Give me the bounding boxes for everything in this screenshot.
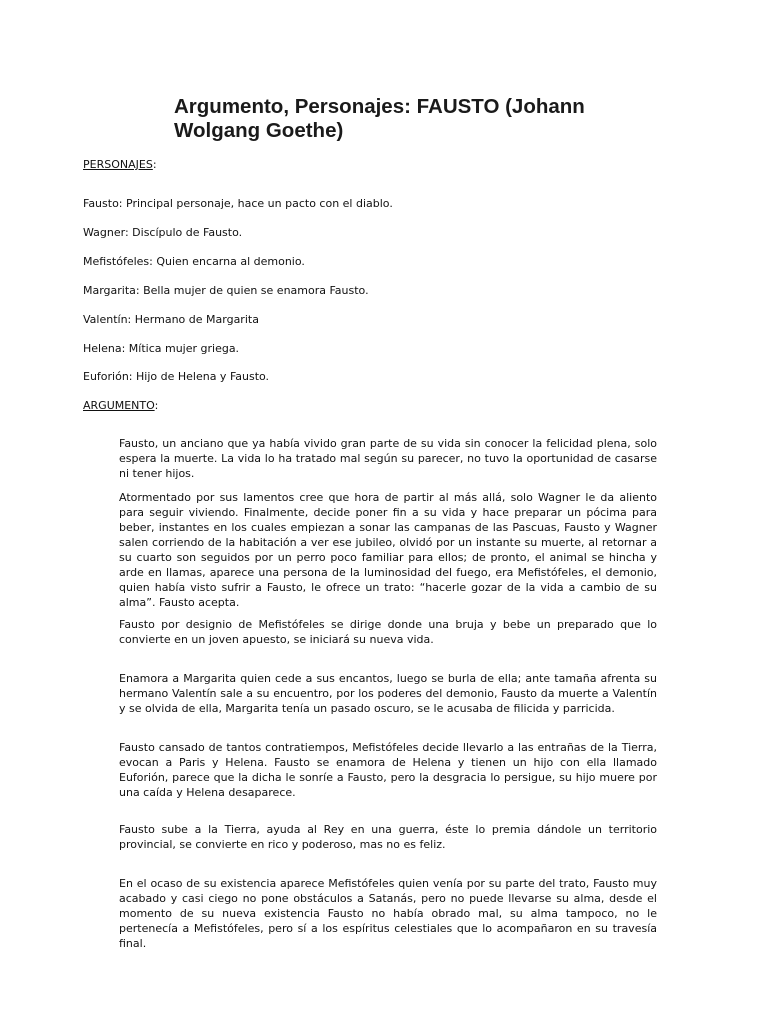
character-valentin: Valentín: Hermano de Margarita <box>83 313 259 326</box>
argumento-heading-text: ARGUMENTO <box>83 399 155 412</box>
argumento-paragraph: Fausto sube a la Tierra, ayuda al Rey en una guerra, éste lo premia dándole un territorio provincial, se convierte en rico y poderoso, mas no es feliz. <box>119 823 657 851</box>
character-euforion: Euforión: Hijo de Helena y Fausto. <box>83 370 270 383</box>
character-helena: Helena: Mítica mujer griega. <box>83 342 240 355</box>
character-wagner: Wagner: Discípulo de Fausto. <box>83 226 243 239</box>
personajes-heading-text: PERSONAJES <box>83 158 153 171</box>
argumento-heading <box>83 399 158 413</box>
argumento-paragraph: Fausto cansado de tantos contratiempos, Mefistófeles decide llevarlo a las entrañas de la Tierra, evocan a Paris y Helena. Fausto se enamora de Helena y tienen un hijo con ella llamado Euforión, parece que la dicha le sonríe a Fausto, pero la desgracia lo persigue, su hijo muere por una caída y Helena desaparece. <box>119 741 657 799</box>
argumento-paragraph: Fausto por designio de Mefistófeles se dirige donde una bruja y bebe un preparado que lo convierte en un joven apuesto, se iniciará su nueva vida. <box>119 618 657 646</box>
argumento-heading-colon: : <box>154 399 159 412</box>
personajes-heading-colon: : <box>152 158 157 171</box>
argumento-paragraph: Atormentado por sus lamentos cree que hora de partir al más allá, solo Wagner le da aliento para seguir viviendo. Finalmente, decide poner fin a su vida y hace preparar un pócima para beber, instantes en los cuales empiezan a sonar las campanas de las Pascuas, Fausto y Wagner salen corriendo de la habitación a ver ese jubileo, olvidó por un instante su muerte, al retornar a su cuarto son seguidos por un perro poco familiar para ellos; de pronto, el animal se hincha y arde en llamas, aparece una persona de la luminosidad del fuego, era Mefistófeles, el demonio, quien había visto sufrir a Fausto, le ofrece un trato: “hacerle gozar de la vida a cambio de su alma”. Fausto acepta. <box>119 491 657 609</box>
character-margarita: Margarita: Bella mujer de quien se enamora Fausto. <box>83 284 369 297</box>
argumento-paragraph: En el ocaso de su existencia aparece Mefistófeles quien venía por su parte del trato, Fausto muy acabado y casi ciego no pone obstáculos a Satanás, pero no puede llevarse su alma, desde el momento de su nueva existencia Fausto no había obrado mal, su alma tampoco, no le pertenecía a Mefistófeles, pero sí a los espíritus celestiales que lo acompañaron en su travesía final. <box>119 877 657 950</box>
argumento-paragraph: Fausto, un anciano que ya había vivido gran parte de su vida sin conocer la felicidad plena, solo espera la muerte. La vida lo ha tratado mal según su parecer, no tuvo la oportunidad de casarse ni tener hijos. <box>119 437 657 480</box>
character-fausto: Fausto: Principal personaje, hace un pacto con el diablo. <box>83 197 393 210</box>
character-mefistofeles: Mefistófeles: Quien encarna al demonio. <box>83 255 305 268</box>
argumento-paragraph: Enamora a Margarita quien cede a sus encantos, luego se burla de ella; ante tamaña afrenta su hermano Valentín sale a su encuentro, por los poderes del demonio, Fausto da muerte a Valentín y se olvida de ella, Margarita tenía un pasado oscuro, se le acusaba de filicida y parricida. <box>119 672 657 715</box>
personajes-heading <box>83 158 157 172</box>
document-title: Argumento, Personajes: FAUSTO (Johann Wolgang Goethe) <box>174 95 585 142</box>
